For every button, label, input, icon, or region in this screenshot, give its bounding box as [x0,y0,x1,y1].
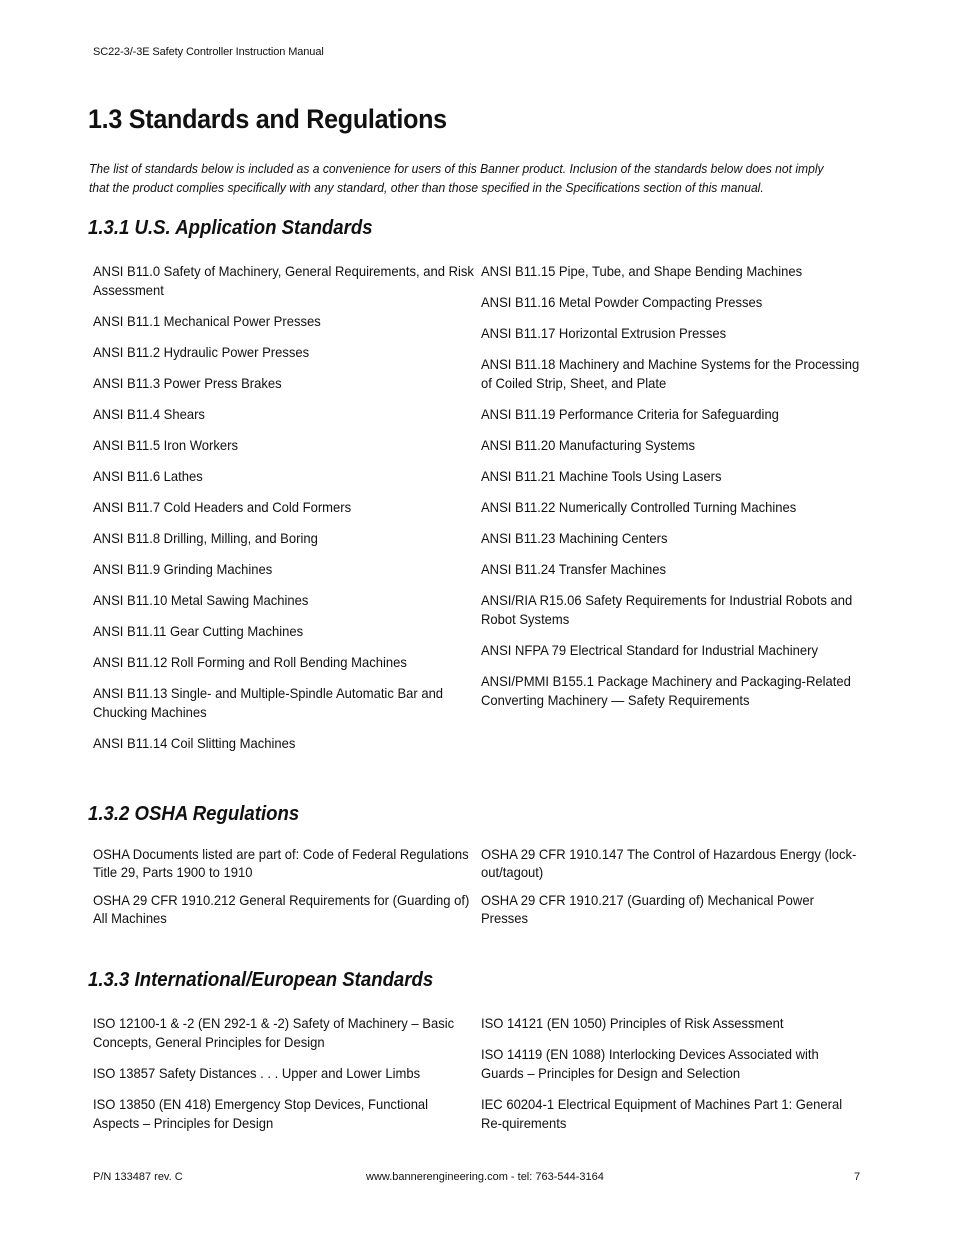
us-standards-heading: 1.3.1 U.S. Application Standards [88,217,373,239]
standard-item: ANSI B11.14 Coil Slitting Machines [93,735,296,751]
running-header: SC22-3/-3E Safety Controller Instruction Manual [93,46,324,58]
standard-item: ISO 12100-1 & -2 (EN 292-1 & -2) Safety of Machinery – Basic Concepts, General Principles for Design [93,1015,455,1050]
section-title: 1.3 Standards and Regulations [88,104,447,134]
us-standards-left-column [93,262,474,765]
regulation-item: OSHA Documents listed are part of: Code of Federal Regulations Title 29, Parts 1900 to 1910 [93,846,469,880]
standard-item: ANSI B11.0 Safety of Machinery, General Requirements, and Risk Assessment [93,263,474,298]
standard-item: ANSI B11.1 Mechanical Power Presses [93,313,321,329]
standard-item: ANSI B11.2 Hydraulic Power Presses [93,344,310,360]
standard-item: ANSI B11.21 Machine Tools Using Lasers [481,468,722,484]
standard-item: ANSI B11.19 Performance Criteria for Safeguarding [481,406,779,422]
standard-item: ANSI NFPA 79 Electrical Standard for Industrial Machinery [481,642,818,658]
international-left-column [93,1014,474,1145]
standard-item: ANSI/PMMI B155.1 Package Machinery and Packaging-Related Converting Machinery — Safety Requirements [481,673,851,708]
standard-item: ANSI B11.7 Cold Headers and Cold Formers [93,499,352,515]
standard-item: ANSI B11.10 Metal Sawing Machines [93,592,309,608]
standard-item: ANSI B11.3 Power Press Brakes [93,375,282,391]
standard-item: ANSI B11.5 Iron Workers [93,437,238,453]
standard-item: ISO 13857 Safety Distances . . . Upper and Lower Limbs [93,1065,421,1081]
page-number: 7 [854,1171,861,1183]
standard-item: ANSI B11.6 Lathes [93,468,203,484]
international-right-column [481,1014,862,1145]
footer-part-number: P/N 133487 rev. C [93,1171,183,1183]
standard-item: ISO 14119 (EN 1088) Interlocking Devices Associated with Guards – Principles for Design and Selection [481,1046,819,1081]
standard-item: ANSI B11.16 Metal Powder Compacting Presses [481,294,763,310]
osha-left-column [93,845,474,939]
international-standards-heading: 1.3.3 International/European Standards [88,969,434,991]
footer-contact: www.bannerengineering.com - tel: 763-544-3164 [366,1171,604,1183]
standard-item: ANSI B11.11 Gear Cutting Machines [93,623,304,639]
regulation-item: OSHA 29 CFR 1910.217 (Guarding of) Mechanical Power Presses [481,892,814,926]
standard-item: ANSI B11.12 Roll Forming and Roll Bending Machines [93,654,407,670]
standard-item: ANSI B11.18 Machinery and Machine Systems for the Processing of Coiled Strip, Sheet, and Plate [481,356,860,391]
standard-item: ANSI B11.23 Machining Centers [481,530,668,546]
regulation-item: OSHA 29 CFR 1910.147 The Control of Hazardous Energy (lock-out/tagout) [481,846,857,880]
standard-item: ISO 13850 (EN 418) Emergency Stop Devices, Functional Aspects – Principles for Design [93,1096,429,1131]
standard-item: ANSI B11.9 Grinding Machines [93,561,273,577]
standard-item: ANSI B11.22 Numerically Controlled Turning Machines [481,499,797,515]
standard-item: ANSI B11.24 Transfer Machines [481,561,667,577]
regulation-item: OSHA 29 CFR 1910.212 General Requirements for (Guarding of) All Machines [93,892,470,926]
standard-item: ANSI B11.20 Manufacturing Systems [481,437,695,453]
standard-item: ANSI B11.8 Drilling, Milling, and Boring [93,530,318,546]
section-intro: The list of standards below is included as a convenience for users of this Banner product. Inclusion of the standards below does not imply that the product complies specifically with any standard, other than those specified in the Specifications section of this manual. [89,161,824,195]
standard-item: ANSI B11.17 Horizontal Extrusion Presses [481,325,727,341]
standard-item: ANSI/RIA R15.06 Safety Requirements for Industrial Robots and Robot Systems [481,592,853,627]
standard-item: ANSI B11.4 Shears [93,406,205,422]
standard-item: ISO 14121 (EN 1050) Principles of Risk Assessment [481,1015,784,1031]
standard-item: ANSI B11.13 Single- and Multiple-Spindle Automatic Bar and Chucking Machines [93,685,444,720]
osha-regulations-heading: 1.3.2 OSHA Regulations [88,803,300,825]
us-standards-right-column [481,262,862,722]
standard-item: IEC 60204-1 Electrical Equipment of Machines Part 1: General Re-quirements [481,1096,843,1131]
standard-item: ANSI B11.15 Pipe, Tube, and Shape Bending Machines [481,263,803,279]
osha-right-column [481,845,862,939]
